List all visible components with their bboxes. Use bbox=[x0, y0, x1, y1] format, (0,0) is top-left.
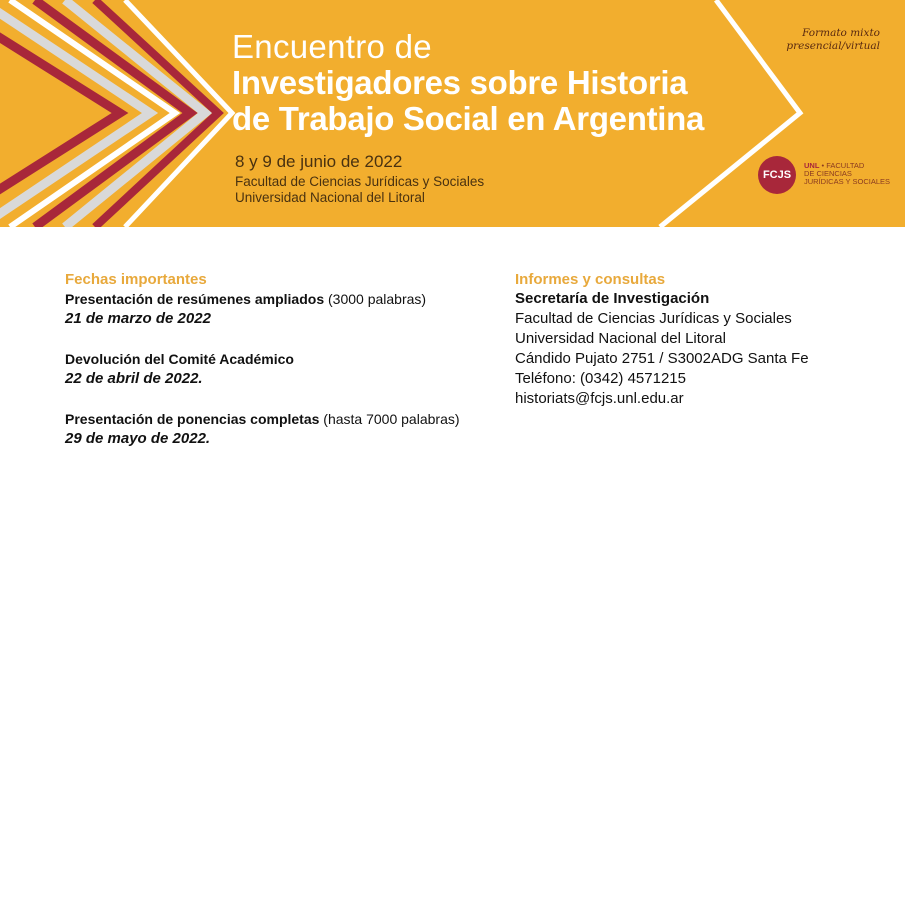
date-item-date: 21 de marzo de 2022 bbox=[65, 310, 211, 327]
date-item-label: Presentación de ponencias completas bbox=[65, 411, 320, 427]
contact-faculty: Facultad de Ciencias Jurídicas y Sociales bbox=[515, 310, 792, 327]
banner-dates: 8 y 9 de junio de 2022 bbox=[235, 152, 403, 171]
contact-office: Secretaría de Investigación bbox=[515, 290, 710, 307]
contact-phone: Teléfono: (0342) 4571215 bbox=[515, 370, 686, 387]
important-dates-title: Fechas importantes bbox=[65, 271, 207, 288]
contact-university: Universidad Nacional del Litoral bbox=[515, 330, 726, 347]
fcjs-logo-text bbox=[804, 162, 890, 186]
date-item bbox=[65, 289, 495, 329]
fcjs-logo-badge: FCJS bbox=[758, 156, 796, 194]
format-line1: Formato mixto bbox=[802, 27, 880, 39]
logo-line1-rest: • FACULTAD bbox=[819, 161, 865, 170]
contact-email: historiats@fcjs.unl.edu.ar bbox=[515, 390, 684, 407]
contact-section bbox=[515, 270, 885, 409]
format-line2: presencial/virtual bbox=[786, 40, 880, 52]
important-dates-section bbox=[65, 270, 495, 449]
date-item-note: (hasta 7000 palabras) bbox=[319, 411, 460, 427]
contact-address: Cándido Pujato 2751 / S3002ADG Santa Fe bbox=[515, 350, 809, 367]
date-item-note: (3000 palabras) bbox=[324, 291, 427, 307]
banner-title-line3: de Trabajo Social en Argentina bbox=[232, 100, 705, 137]
banner-title-line1: Encuentro de bbox=[232, 28, 432, 65]
contact-title: Informes y consultas bbox=[515, 271, 666, 288]
date-item-date: 29 de mayo de 2022. bbox=[65, 430, 211, 447]
date-item bbox=[65, 349, 495, 389]
format-note bbox=[786, 27, 880, 53]
date-item bbox=[65, 409, 495, 449]
date-item-label: Presentación de resúmenes ampliados bbox=[65, 291, 325, 307]
date-item-label: Devolución del Comité Académico bbox=[65, 351, 294, 367]
banner-university: Universidad Nacional del Litoral bbox=[235, 190, 425, 205]
banner-faculty: Facultad de Ciencias Jurídicas y Sociales bbox=[235, 174, 485, 189]
event-banner bbox=[0, 0, 905, 227]
logo-line3: JURÍDICAS Y SOCIALES bbox=[804, 177, 891, 186]
logo-line2: DE CIENCIAS bbox=[804, 169, 852, 178]
date-item-date: 22 de abril de 2022. bbox=[65, 370, 203, 387]
banner-title-line2: Investigadores sobre Historia bbox=[232, 64, 688, 101]
logo-unl: UNL bbox=[804, 161, 820, 170]
